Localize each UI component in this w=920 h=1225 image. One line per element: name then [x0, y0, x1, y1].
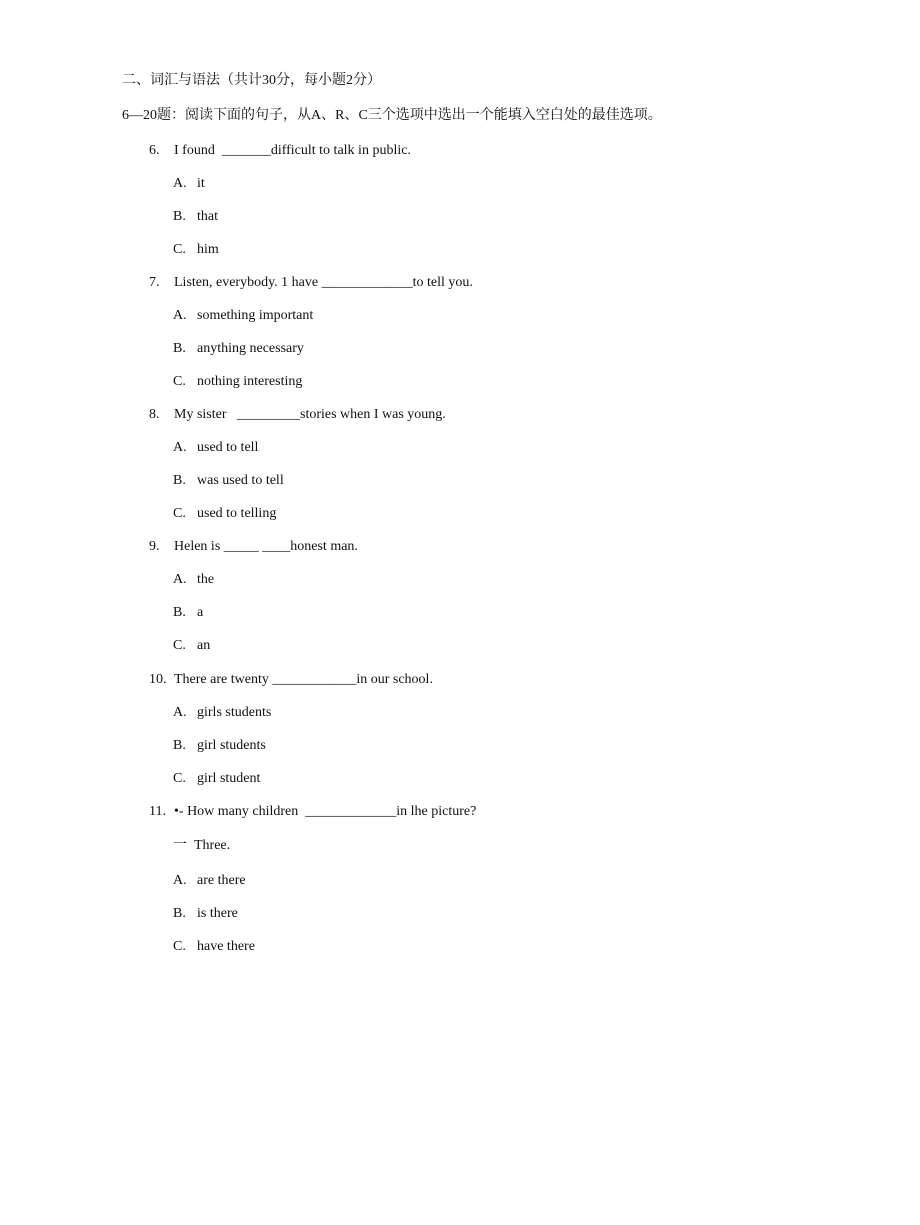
question-number: 7.: [149, 275, 160, 290]
option-text: girl students: [197, 738, 266, 753]
question-11-response: 一 Three.: [173, 838, 231, 853]
option-label: B.: [173, 738, 186, 753]
option-b: [173, 340, 304, 358]
question-6-stem: [149, 142, 411, 160]
question-text: Listen, everybody. 1 have _____________to tell you.: [174, 275, 473, 290]
question-8-stem: [149, 406, 446, 424]
option-text: used to telling: [197, 506, 277, 521]
option-label: A.: [173, 308, 187, 323]
option-a: [173, 307, 313, 325]
option-a: [173, 704, 271, 722]
option-c: [173, 770, 260, 788]
question-7-stem: [149, 274, 473, 292]
option-text: girls students: [197, 705, 272, 720]
option-c: [173, 505, 276, 523]
option-label: A.: [173, 572, 187, 587]
option-label: B.: [173, 605, 186, 620]
question-11-stem: [149, 803, 476, 821]
option-b: [173, 905, 238, 923]
option-label: B.: [173, 473, 186, 488]
option-c: [173, 241, 219, 259]
option-a: [173, 439, 258, 457]
option-b: [173, 472, 284, 490]
question-10-stem: [149, 671, 433, 689]
option-label: B.: [173, 341, 186, 356]
question-text: My sister _________stories when I was young.: [174, 407, 446, 422]
option-label: A.: [173, 440, 187, 455]
option-text: it: [197, 176, 205, 191]
question-text: Helen is _____ ____honest man.: [174, 539, 358, 554]
option-text: the: [197, 572, 215, 587]
option-label: C.: [173, 638, 186, 653]
question-text: I found _______difficult to talk in public.: [174, 143, 411, 158]
option-text: was used to tell: [197, 473, 284, 488]
question-number: 6.: [149, 143, 160, 158]
section-title: 二、词汇与语法（共计30分，每小题2分）: [122, 73, 381, 88]
option-text: have there: [197, 939, 255, 954]
option-b: [173, 737, 266, 755]
option-text: an: [197, 638, 211, 653]
question-9-stem: [149, 538, 358, 556]
question-number: 8.: [149, 407, 160, 422]
option-label: C.: [173, 939, 186, 954]
option-a: [173, 571, 214, 589]
option-text: anything necessary: [197, 341, 304, 356]
option-c: [173, 373, 302, 391]
option-label: C.: [173, 506, 186, 521]
question-text: •- How many children _____________in lhe picture?: [174, 804, 477, 819]
option-text: that: [197, 209, 218, 224]
option-label: C.: [173, 242, 186, 257]
option-text: a: [197, 605, 204, 620]
option-c: [173, 637, 210, 655]
option-text: used to tell: [197, 440, 259, 455]
option-label: B.: [173, 209, 186, 224]
option-text: nothing interesting: [197, 374, 303, 389]
option-a: [173, 872, 246, 890]
option-label: A.: [173, 705, 187, 720]
option-label: A.: [173, 873, 187, 888]
option-a: [173, 175, 205, 193]
option-label: A.: [173, 176, 187, 191]
question-number: 11.: [149, 804, 166, 819]
option-c: [173, 938, 255, 956]
option-text: is there: [197, 906, 238, 921]
option-label: C.: [173, 374, 186, 389]
question-text: There are twenty ____________in our school.: [174, 672, 433, 687]
option-label: C.: [173, 771, 186, 786]
option-text: are there: [197, 873, 246, 888]
option-b: [173, 208, 218, 226]
option-text: something important: [197, 308, 314, 323]
question-number: 9.: [149, 539, 160, 554]
question-number: 10.: [149, 672, 167, 687]
option-text: him: [197, 242, 219, 257]
option-b: [173, 604, 203, 622]
option-text: girl student: [197, 771, 261, 786]
option-label: B.: [173, 906, 186, 921]
section-instructions: 6—20题：阅读下面的句子，从A、R、C三个选项中选出一个能填入空白处的最佳选项。: [122, 108, 662, 123]
